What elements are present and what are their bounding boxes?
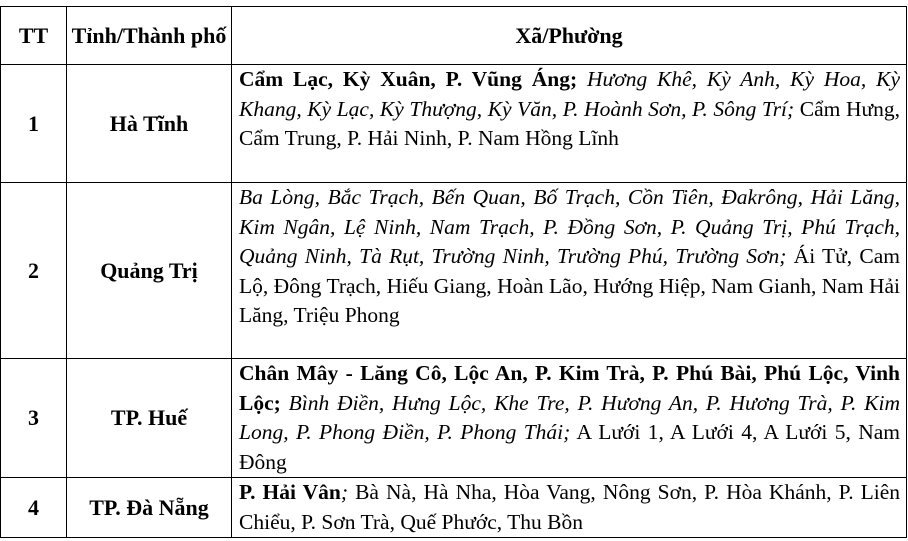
ward-list-bold: Cẩm Lạc, Kỳ Xuân, P. Vũng Áng; bbox=[239, 67, 578, 91]
province-name: Hà Tĩnh bbox=[67, 65, 232, 183]
ward-list bbox=[232, 478, 907, 538]
row-number: 2 bbox=[1, 183, 67, 359]
ward-list-italic: Hương Khê, Kỳ Anh, Kỳ Hoa, Kỳ Khang, Kỳ Lạc, Kỳ Thượng, Kỳ Văn, P. Hoành Sơn, P. Sông Trí; bbox=[239, 67, 901, 121]
header-tt: TT bbox=[1, 7, 67, 65]
province-name: TP. Đà Nẵng bbox=[67, 478, 232, 538]
table-row bbox=[1, 359, 907, 478]
table-row bbox=[1, 478, 907, 538]
ward-list-bold: Chân Mây - Lăng Cô, Lộc An, P. Kim Trà, P. Phú Bài, Phú Lộc, Vinh Lộc; bbox=[239, 361, 900, 415]
ward-list-italic: Bình Điền, Hưng Lộc, Khe Tre, P. Hương An, P. Hương Trà, P. Kim Long, P. Phong Điền, P. Phong Thái; bbox=[239, 390, 900, 444]
wards-table bbox=[0, 6, 907, 538]
ward-list-italic: Ba Lòng, Bắc Trạch, Bến Quan, Bố Trạch, Cồn Tiên, Đakrông, Hải Lăng, Kim Ngân, Lệ Ninh, Nam Trạch, P. Đồng Sơn, P. Quảng Trị, Phú Trạch, Quảng Ninh, Tà Rụt, Trường Ninh, Trường Phú, Trường Sơn; bbox=[239, 185, 900, 268]
ward-list-normal: Ái Tử, Cam Lộ, Đông Trạch, Hiếu Giang, Hoàn Lão, Hướng Hiệp, Nam Gianh, Nam Hải Lăng, Triệu Phong bbox=[239, 244, 900, 327]
row-number: 3 bbox=[1, 359, 67, 478]
header-province: Tỉnh/Thành phố bbox=[67, 7, 232, 65]
ward-list-bold: P. Hải Vân bbox=[239, 480, 341, 504]
province-name: Quảng Trị bbox=[67, 183, 232, 359]
row-number: 4 bbox=[1, 478, 67, 538]
header-row bbox=[1, 7, 907, 65]
ward-list-italic: ; bbox=[340, 480, 349, 504]
ward-list bbox=[232, 359, 907, 478]
ward-list-normal: Bà Nà, Hà Nha, Hòa Vang, Nông Sơn, P. Hòa Khánh, P. Liên Chiểu, P. Sơn Trà, Quế Phước, Thu Bồn bbox=[239, 480, 901, 534]
ward-list-normal: Cẩm Hưng, Cẩm Trung, P. Hải Ninh, P. Nam Hồng Lĩnh bbox=[239, 96, 901, 150]
row-number: 1 bbox=[1, 65, 67, 183]
ward-list bbox=[232, 65, 907, 183]
province-name: TP. Huế bbox=[67, 359, 232, 478]
table-row bbox=[1, 65, 907, 183]
ward-list bbox=[232, 183, 907, 359]
table-row bbox=[1, 183, 907, 359]
header-wards: Xã/Phường bbox=[232, 7, 907, 65]
ward-list-normal: A Lưới 1, A Lưới 4, A Lưới 5, Nam Đông bbox=[239, 420, 900, 474]
